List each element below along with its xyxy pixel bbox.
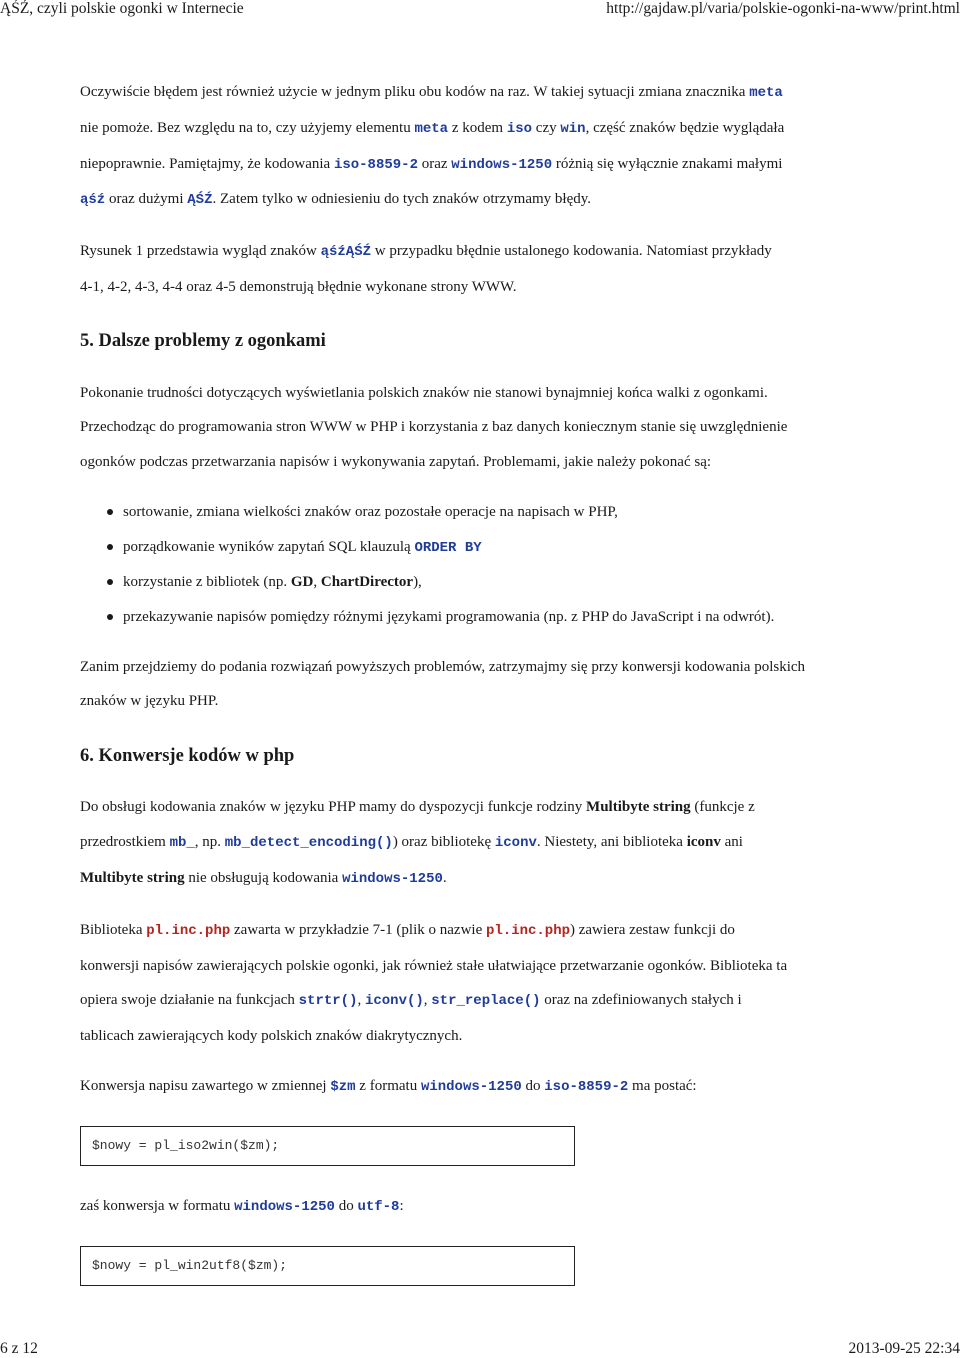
code-var-zm: $zm (330, 1079, 356, 1095)
paragraph-line: Pokonanie trudności dotyczących wyświetlania polskich znaków nie stanowi bynajmniej końca walki z ogonkami. (80, 385, 768, 401)
code-text: $nowy = pl_win2utf8($zm); (92, 1258, 288, 1273)
code-str-replace: str_replace() (431, 993, 541, 1009)
bold-chartdirector: ChartDirector (320, 574, 414, 590)
section-heading: 5. Dalsze problemy z ogonkami (80, 331, 326, 351)
section-heading: 6. Konwersje kodów w php (80, 746, 295, 766)
list-item: sortowanie, zmiana wielkości znaków oraz pozostałe operacje na napisach w PHP, (123, 504, 618, 520)
text: do (334, 1198, 358, 1214)
bullet-icon (107, 579, 113, 585)
paragraph-line: konwersji napisów zawierających polskie ogonki, jak również stałe ułatwiające przetwarzanie ogonków. Biblioteka ta (80, 958, 788, 974)
paragraph-line (80, 921, 735, 940)
text: Do obsługi kodowania znaków w języku PHP mamy do dyspozycji funkcje rodziny (80, 799, 587, 815)
text: opiera swoje działanie na funkcjach (80, 992, 299, 1008)
code-order-by: ORDER BY (414, 540, 482, 556)
text: do (521, 1078, 545, 1094)
code-block (80, 1246, 575, 1286)
text: niepoprawnie. Pamiętajmy, że kodowania (80, 156, 334, 172)
list-item (123, 538, 482, 557)
text: (funkcje z (690, 799, 755, 815)
paragraph-line: znaków w języku PHP. (80, 693, 219, 709)
code-utf-8: utf-8 (357, 1199, 400, 1215)
text: porządkowanie wyników zapytań SQL klauzulą (123, 539, 415, 555)
code-strtr: strtr() (298, 993, 358, 1009)
page-header-url: http://gajdaw.pl/varia/polskie-ogonki-na-www/print.html (606, 0, 960, 17)
text: Rysunek 1 przedstawia wygląd znaków (80, 243, 321, 259)
text: nie obsługują kodowania (184, 870, 343, 886)
text: , (313, 574, 321, 590)
bullet-icon (107, 614, 113, 620)
code-iconv-fn: iconv() (364, 993, 424, 1009)
text: w przypadku błędnie ustalonego kodowania. Natomiast przykłady (371, 243, 772, 259)
list-item: przekazywanie napisów pomiędzy różnymi językami programowania (np. z PHP do JavaScript i na odwrót). (123, 609, 775, 625)
bold-multibyte: Multibyte string (586, 799, 691, 815)
code-filename: pl.inc.php (485, 923, 570, 939)
paragraph-line: tablicach zawierających kody polskich znaków diakrytycznych. (80, 1028, 463, 1044)
paragraph-line (80, 798, 755, 816)
paragraph-line (80, 242, 772, 261)
text: . (442, 870, 447, 886)
code-iso-8859-2: iso-8859-2 (333, 157, 418, 173)
code-mb-detect-encoding: mb_detect_encoding() (224, 835, 393, 851)
text: . Niestety, ani biblioteka (536, 834, 687, 850)
code-meta: meta (414, 121, 449, 137)
text: . Zatem tylko w odniesieniu do tych znaków otrzymamy błędy. (212, 191, 592, 207)
text: zaś konwersja w formatu (80, 1198, 235, 1214)
text: zawarta w przykładzie 7-1 (plik o nazwie (230, 922, 486, 938)
text: ma postać: (628, 1078, 697, 1094)
text: różnią się wyłącznie znakami małymi (552, 156, 783, 172)
paragraph-line (80, 119, 784, 138)
text: z formatu (355, 1078, 421, 1094)
paragraph-line (80, 155, 782, 174)
list-item (123, 573, 422, 591)
bold-iconv: iconv (686, 834, 721, 850)
text: ) oraz bibliotekę (392, 834, 495, 850)
text: ) zawiera zestaw funkcji do (570, 922, 735, 938)
text: , część znaków będzie wyglądała (585, 120, 785, 136)
paragraph-line: ogonków podczas przetwarzania napisów i wykonywania zapytań. Problemami, jakie należy pokonać są: (80, 454, 712, 470)
paragraph-line: Zanim przejdziemy do podania rozwiązań powyższych problemów, zatrzymajmy się przy konwersji kodowania polskich (80, 659, 806, 675)
page-header-title: ĄŚŹ, czyli polskie ogonki w Internecie (0, 0, 244, 17)
text: ani (720, 834, 743, 850)
code-iso: iso (506, 121, 533, 137)
code-windows-1250: windows-1250 (451, 157, 553, 173)
paragraph-line (80, 869, 447, 888)
bullet-icon (107, 544, 113, 550)
code-windows-1250: windows-1250 (342, 871, 443, 887)
paragraph-line (80, 83, 783, 102)
paragraph-line (80, 833, 743, 852)
code-text: $nowy = pl_iso2win($zm); (92, 1138, 280, 1153)
code-windows-1250: windows-1250 (420, 1079, 522, 1095)
text: czy (532, 120, 561, 136)
code-block (80, 1126, 575, 1166)
paragraph-line (80, 190, 591, 209)
paragraph-line: 4-1, 4-2, 4-3, 4-4 oraz 4-5 demonstrują błędnie wykonane strony WWW. (80, 279, 517, 295)
text: oraz dużymi (105, 191, 188, 207)
paragraph-line (80, 1077, 697, 1096)
bold-multibyte: Multibyte string (80, 870, 185, 886)
print-datetime: 2013-09-25 22:34 (848, 1340, 960, 1357)
paragraph-line: Przechodząc do programowania stron WWW w PHP i korzystania z baz danych koniecznym stanie się uwzględnienie (80, 419, 788, 435)
code-iso-8859-2: iso-8859-2 (544, 1079, 629, 1095)
code-small-chars: ąśź (80, 192, 106, 208)
code-meta: meta (749, 85, 783, 101)
text: Biblioteka (80, 922, 147, 938)
text: z kodem (448, 120, 507, 136)
code-chars: ąśźĄŚŹ (320, 244, 372, 260)
text: ), (413, 574, 422, 590)
page-number: 6 z 12 (0, 1340, 38, 1357)
code-capital-chars: ĄŚŹ (187, 192, 213, 208)
paragraph-line (80, 991, 742, 1010)
text: , np. (194, 834, 225, 850)
text: przedrostkiem (80, 834, 170, 850)
code-windows-1250: windows-1250 (234, 1199, 335, 1215)
code-win: win (560, 121, 586, 137)
text: Oczywiście błędem jest również użycie w jednym pliku obu kodów na raz. W takiej sytuacji zmiana znacznika (80, 84, 750, 100)
code-filename: pl.inc.php (146, 923, 231, 939)
code-mb: mb_ (169, 835, 195, 851)
text: oraz (417, 156, 452, 172)
bullet-icon (107, 509, 113, 515)
text: : (399, 1198, 404, 1214)
code-iconv: iconv (494, 835, 537, 851)
text: korzystanie z bibliotek (np. (123, 574, 291, 590)
text: oraz na zdefiniowanych stałych i (540, 992, 742, 1008)
paragraph-line (80, 1197, 404, 1216)
text: Konwersja napisu zawartego w zmiennej (80, 1078, 331, 1094)
text: , (423, 992, 432, 1008)
text: , (357, 992, 365, 1008)
text: nie pomoże. Bez względu na to, czy użyjemy elementu (80, 120, 415, 136)
bold-gd: GD (290, 574, 314, 590)
